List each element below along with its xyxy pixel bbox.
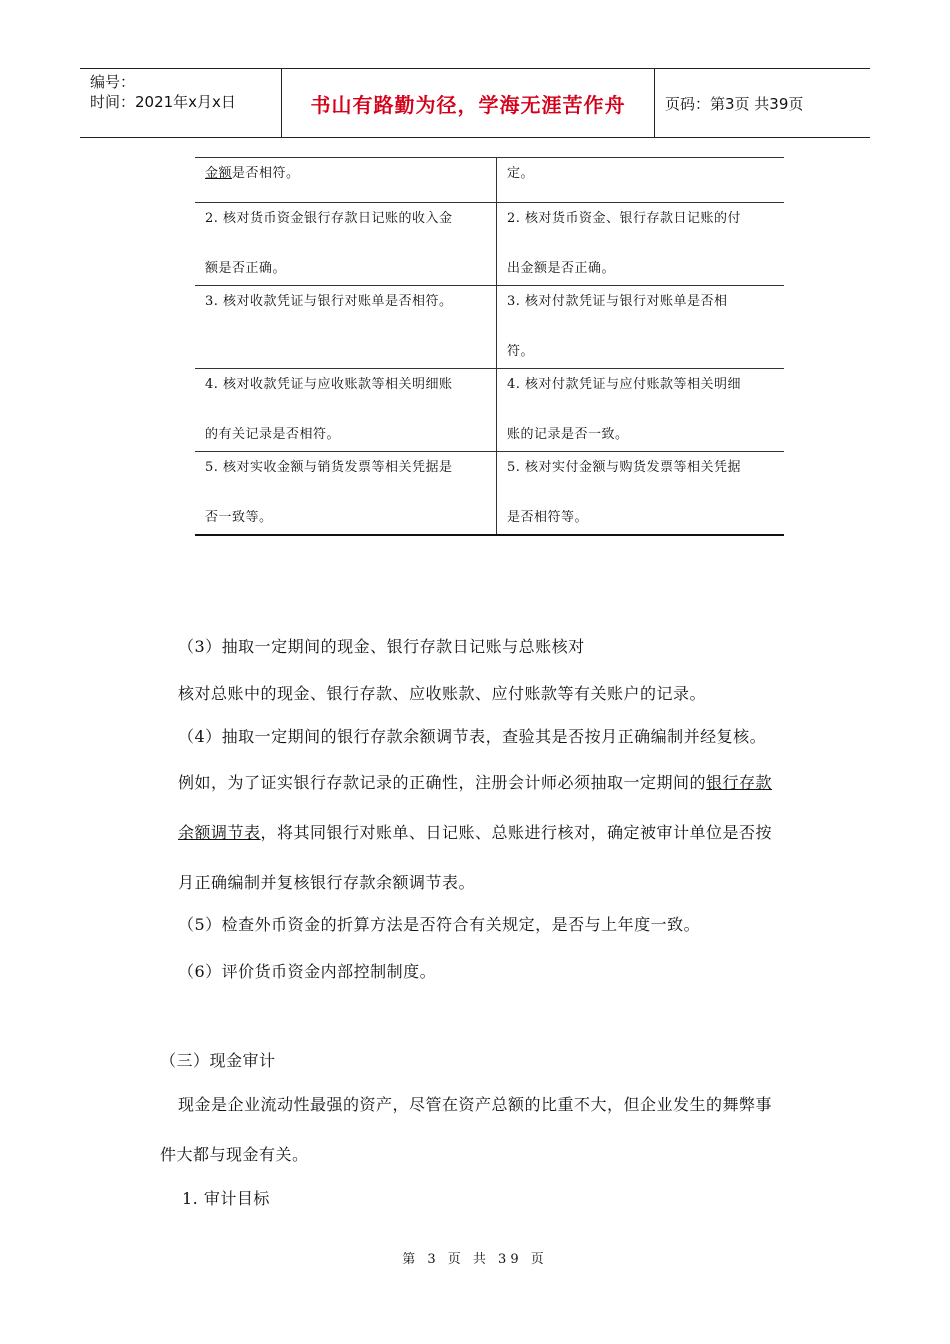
table-cell-left bbox=[195, 452, 496, 534]
cell-line: 3. 核对付款凭证与银行对账单是否相 bbox=[507, 294, 728, 309]
cell-line: 5. 核对实付金额与购货发票等相关凭据 bbox=[507, 460, 742, 475]
table-row bbox=[195, 158, 784, 202]
page-footer: 第 3 页 共 39 页 bbox=[402, 1252, 548, 1267]
paragraph-6: （6）评价货币资金内部控制制度。 bbox=[178, 962, 437, 981]
cell-line: 是否相符等。 bbox=[507, 510, 589, 525]
table-row bbox=[195, 285, 784, 368]
cell-line: 额是否正确。 bbox=[205, 261, 287, 276]
underlined-term: 金额 bbox=[205, 166, 233, 181]
paragraph-3: （3）抽取一定期间的现金、银行存款日记账与总账核对 bbox=[178, 637, 585, 656]
cell-line: 符。 bbox=[507, 344, 535, 359]
page-header bbox=[80, 68, 870, 138]
text: ，将其同银行对账单、日记账、总账进行核对，确定被审计单位是否按 bbox=[260, 823, 773, 842]
cell-line: 的有关记录是否相符。 bbox=[205, 427, 341, 442]
term-link: 余额调节表 bbox=[178, 823, 261, 842]
cell-line: 2. 核对货币资金银行存款日记账的收入金 bbox=[205, 211, 453, 226]
table-cell-left bbox=[195, 203, 496, 285]
cell-line: 4. 核对付款凭证与应付账款等相关明细 bbox=[507, 377, 742, 392]
paragraph-7-line1: 现金是企业流动性最强的资产，尽管在资产总额的比重不大，但企业发生的舞弊事 bbox=[178, 1095, 773, 1114]
table-row bbox=[195, 451, 784, 534]
cell-line: 2. 核对货币资金、银行存款日记账的付 bbox=[507, 211, 742, 226]
table-cell-right bbox=[496, 369, 784, 451]
table-cell-left bbox=[195, 369, 496, 451]
cell-text: 是否相符。 bbox=[232, 166, 300, 181]
subheading-audit-goal: 1. 审计目标 bbox=[182, 1189, 270, 1208]
cell-line: 5. 核对实收金额与销货发票等相关凭据是 bbox=[205, 460, 453, 475]
table-cell-right bbox=[496, 203, 784, 285]
header-page-label: 页码：第3页 共39页 bbox=[665, 94, 804, 113]
table-row bbox=[195, 368, 784, 451]
paragraph-5: （5）检查外币资金的折算方法是否符合有关规定，是否与上年度一致。 bbox=[178, 915, 701, 934]
cell-line: 3. 核对收款凭证与银行对账单是否相符。 bbox=[205, 294, 453, 309]
cell-line: 4. 核对收款凭证与应收账款等相关明细账 bbox=[205, 377, 453, 392]
paragraph-4-example-line1 bbox=[178, 770, 772, 793]
table-cell-left bbox=[195, 286, 496, 368]
cell-text: 定。 bbox=[507, 166, 535, 181]
cell-line: 账的记录是否一致。 bbox=[507, 427, 629, 442]
paragraph-4-example-line3: 月正确编制并复核银行存款余额调节表。 bbox=[178, 873, 476, 892]
comparison-table bbox=[195, 157, 784, 536]
table-row bbox=[195, 202, 784, 285]
paragraph-3-detail: 核对总账中的现金、银行存款、应收账款、应付账款等有关账户的记录。 bbox=[178, 684, 707, 703]
table-cell-left bbox=[195, 158, 496, 202]
term-link: 银行存款 bbox=[706, 773, 773, 792]
cell-line bbox=[205, 344, 488, 360]
paragraph-4: （4）抽取一定期间的银行存款余额调节表，查验其是否按月正确编制并经复核。 bbox=[178, 727, 767, 746]
header-motto: 书山有路勤为径，学海无涯苦作舟 bbox=[282, 69, 655, 137]
table-cell-right bbox=[496, 452, 784, 534]
paragraph-7-line2: 件大都与现金有关。 bbox=[160, 1145, 309, 1164]
section-heading: （三）现金审计 bbox=[160, 1051, 276, 1070]
table-cell-right bbox=[496, 286, 784, 368]
cell-line: 否一致等。 bbox=[205, 510, 273, 525]
text: 例如，为了证实银行存款记录的正确性，注册会计师必须抽取一定期间的 bbox=[178, 773, 707, 792]
number-label: 编号： bbox=[90, 73, 136, 91]
time-label: 时间：2021年x月x日 bbox=[90, 93, 236, 111]
table-cell-right bbox=[496, 158, 784, 202]
paragraph-4-example-line2 bbox=[178, 820, 772, 843]
cell-line: 出金额是否正确。 bbox=[507, 261, 616, 276]
header-meta bbox=[80, 69, 282, 137]
